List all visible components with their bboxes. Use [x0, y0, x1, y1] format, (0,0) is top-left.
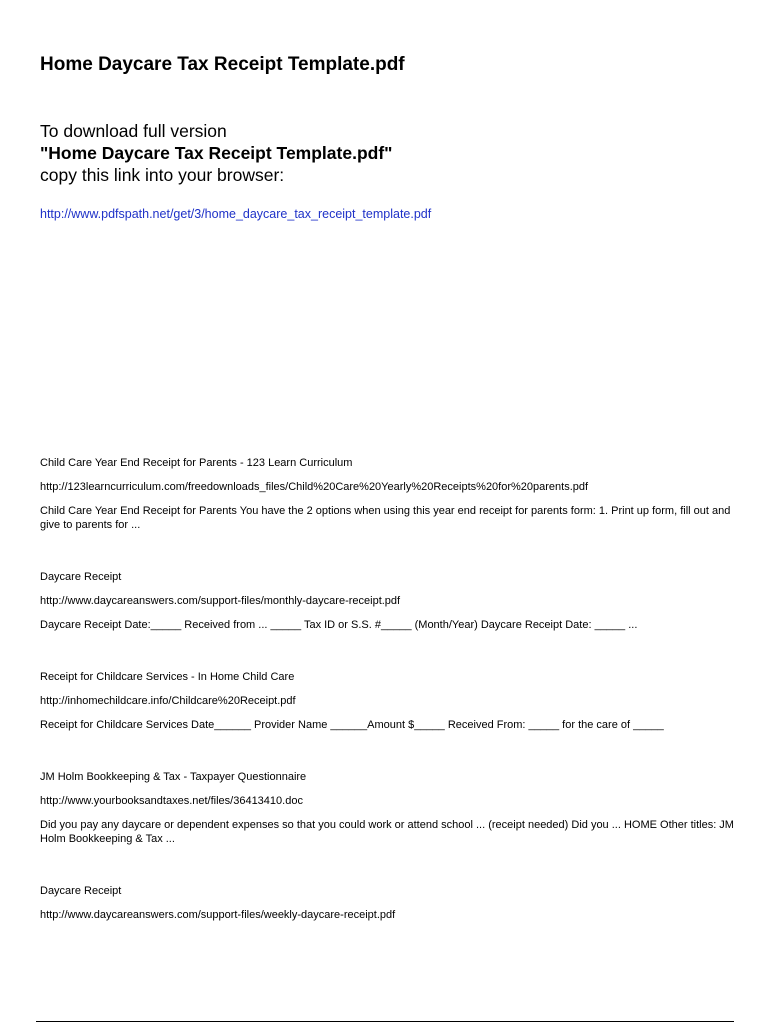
- result-snippet: Did you pay any daycare or dependent expenses so that you could work or attend school ... (receipt needed) Did you ... HOME Other titles: JM Holm Bookkeeping & Tax ...: [40, 819, 734, 845]
- result-item: [40, 456, 740, 532]
- download-intro-text: To download full version: [40, 121, 227, 141]
- result-snippet: Child Care Year End Receipt for Parents You have the 2 options when using this year end receipt for parents form: 1. Print up form, fill out and give to parents for ...: [40, 505, 731, 531]
- result-url-link[interactable]: http://www.yourbooksandtaxes.net/files/36413410.doc: [40, 795, 303, 807]
- result-title: Daycare Receipt: [40, 885, 122, 897]
- download-copy-instruction: copy this link into your browser:: [40, 165, 285, 185]
- result-url-link[interactable]: http://123learncurriculum.com/freedownloads_files/Child%20Care%20Yearly%20Receipts%20for%20parents.pdf: [40, 481, 589, 493]
- result-item: [40, 670, 740, 732]
- result-snippet: Receipt for Childcare Services Date______ Provider Name ______Amount $_____ Received From: _____ for the care of _____: [40, 719, 664, 731]
- result-url-link[interactable]: http://www.daycareanswers.com/support-files/monthly-daycare-receipt.pdf: [40, 595, 401, 607]
- page-title: Home Daycare Tax Receipt Template.pdf: [40, 54, 405, 75]
- result-title: Daycare Receipt: [40, 571, 122, 583]
- result-title: Receipt for Childcare Services - In Home Child Care: [40, 671, 295, 683]
- download-instructions: [40, 120, 392, 186]
- result-item: [40, 570, 740, 632]
- result-item: [40, 884, 740, 922]
- result-title: Child Care Year End Receipt for Parents - 123 Learn Curriculum: [40, 457, 353, 469]
- footer-divider: [36, 1021, 734, 1022]
- download-filename: "Home Daycare Tax Receipt Template.pdf": [40, 143, 393, 163]
- result-snippet: Daycare Receipt Date:_____ Received from ... _____ Tax ID or S.S. #_____ (Month/Year) Daycare Receipt Date: _____ ...: [40, 619, 638, 631]
- result-url-link[interactable]: http://inhomechildcare.info/Childcare%20Receipt.pdf: [40, 695, 296, 707]
- result-url-link[interactable]: http://www.daycareanswers.com/support-files/weekly-daycare-receipt.pdf: [40, 909, 396, 921]
- result-item: [40, 770, 740, 846]
- download-link[interactable]: http://www.pdfspath.net/get/3/home_daycare_tax_receipt_template.pdf: [40, 207, 432, 221]
- search-results-list: [40, 456, 740, 960]
- result-title: JM Holm Bookkeeping & Tax - Taxpayer Questionnaire: [40, 771, 307, 783]
